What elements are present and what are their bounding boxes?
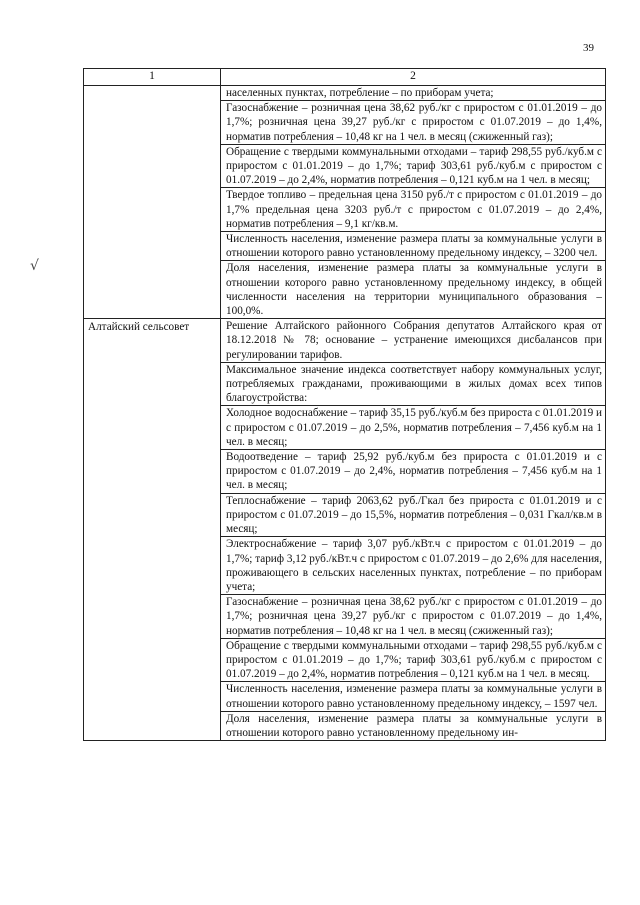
paragraph: Газоснабжение – розничная цена 38,62 руб./кг с приростом с 01.01.2019 – до 1,7%; розничная цена 39,27 руб./кг с приростом с 01.07.2019 – до 1,4%, норматив потребления – 10,48 кг на 1 чел. в месяц (сжиженный газ); [221, 595, 605, 639]
paragraph: Газоснабжение – розничная цена 38,62 руб./кг с приростом с 01.01.2019 – до 1,7%; розничная цена 39,27 руб./кг с приростом с 01.07.2019 – до 1,4%, норматив потребления – 10,48 кг на 1 чел. в месяц (сжиженный газ); [221, 101, 605, 145]
row-content [221, 86, 606, 319]
tariff-table [83, 68, 606, 741]
paragraph: Численность населения, изменение размера платы за коммунальные услуги в отношении которого равно установленному предельному индексу, – 1597 чел. [221, 682, 605, 711]
paragraph: населенных пунктах, потребление – по приборам учета; [221, 86, 605, 101]
margin-check-mark: √ [30, 258, 39, 274]
table-header-row [84, 69, 606, 86]
page-number: 39 [583, 42, 594, 54]
paragraph: Теплоснабжение – тариф 2063,62 руб./Гкал без прироста с 01.01.2019 и с приростом с 01.07.2019 – до 15,5%, норматив потребления – 0,031 Гкал/кв.м в месяц; [221, 494, 605, 538]
paragraph: Максимальное значение индекса соответствует набору коммунальных услуг, потребляемых гражданами, проживающими в жилых домах всех типов благоустройства: [221, 363, 605, 407]
paragraph: Решение Алтайского районного Собрания депутатов Алтайского края от 18.12.2018 № 78; основание – устранение имеющихся дисбалансов при регулировании тарифов. [221, 319, 605, 363]
paragraph: Доля населения, изменение размера платы за коммунальные услуги в отношении которого равно установленному предельному индексу, в общей численности населения на территории муниципального образования – 100,0%. [226, 262, 602, 318]
paragraph: Численность населения, изменение размера платы за коммунальные услуги в отношении которого равно установленному предельному индексу, – 3200 чел. [221, 232, 605, 261]
table-row [84, 86, 606, 319]
column-header-1: 1 [84, 69, 221, 86]
column-header-2: 2 [221, 69, 606, 86]
paragraph: Обращение с твердыми коммунальными отходами – тариф 298,55 руб./куб.м с приростом с 01.01.2019 – до 1,7%; тариф 303,61 руб./куб.м с приростом с 01.07.2019 – до 2,4%, норматив потребления – 0,121 куб.м на 1 чел. в месяц. [221, 639, 605, 683]
paragraph: Холодное водоснабжение – тариф 35,15 руб./куб.м без прироста с 01.01.2019 и с приростом с 01.07.2019 – до 2,5%, норматив потребления – 7,456 куб.м на 1 чел. в месяц; [221, 406, 605, 450]
municipality-name [84, 86, 221, 319]
paragraph: Электроснабжение – тариф 3,07 руб./кВт.ч с приростом с 01.01.2019 – до 1,7%; тариф 3,12 руб./кВт.ч с приростом с 01.07.2019 – до 2,6% для населения, проживающего в сельских населенных пунктах, потребление – по приборам учета; [221, 537, 605, 595]
paragraph: Водоотведение – тариф 25,92 руб./куб.м без прироста с 01.01.2019 и с приростом с 01.07.2019 – до 2,4%, норматив потребления – 7,456 куб.м на 1 чел. в месяц; [221, 450, 605, 494]
municipality-name: Алтайский сельсовет [84, 319, 221, 741]
table-row [84, 319, 606, 741]
row-content [221, 319, 606, 741]
paragraph: Обращение с твердыми коммунальными отходами – тариф 298,55 руб./куб.м с приростом с 01.01.2019 – до 1,7%; тариф 303,61 руб./куб.м с приростом с 01.07.2019 – до 2,4%, норматив потребления – 0,121 куб.м на 1 чел. в месяц; [221, 145, 605, 189]
paragraph: Доля населения, изменение размера платы за коммунальные услуги в отношении которого равно установленному предельному ин- [226, 712, 602, 739]
paragraph: Твердое топливо – предельная цена 3150 руб./т с приростом с 01.01.2019 – до 1,7% предельная цена 3203 руб./т с приростом с 01.07.2019 – до 2,4%, норматив потребления – 9,1 кг/кв.м. [221, 188, 605, 232]
